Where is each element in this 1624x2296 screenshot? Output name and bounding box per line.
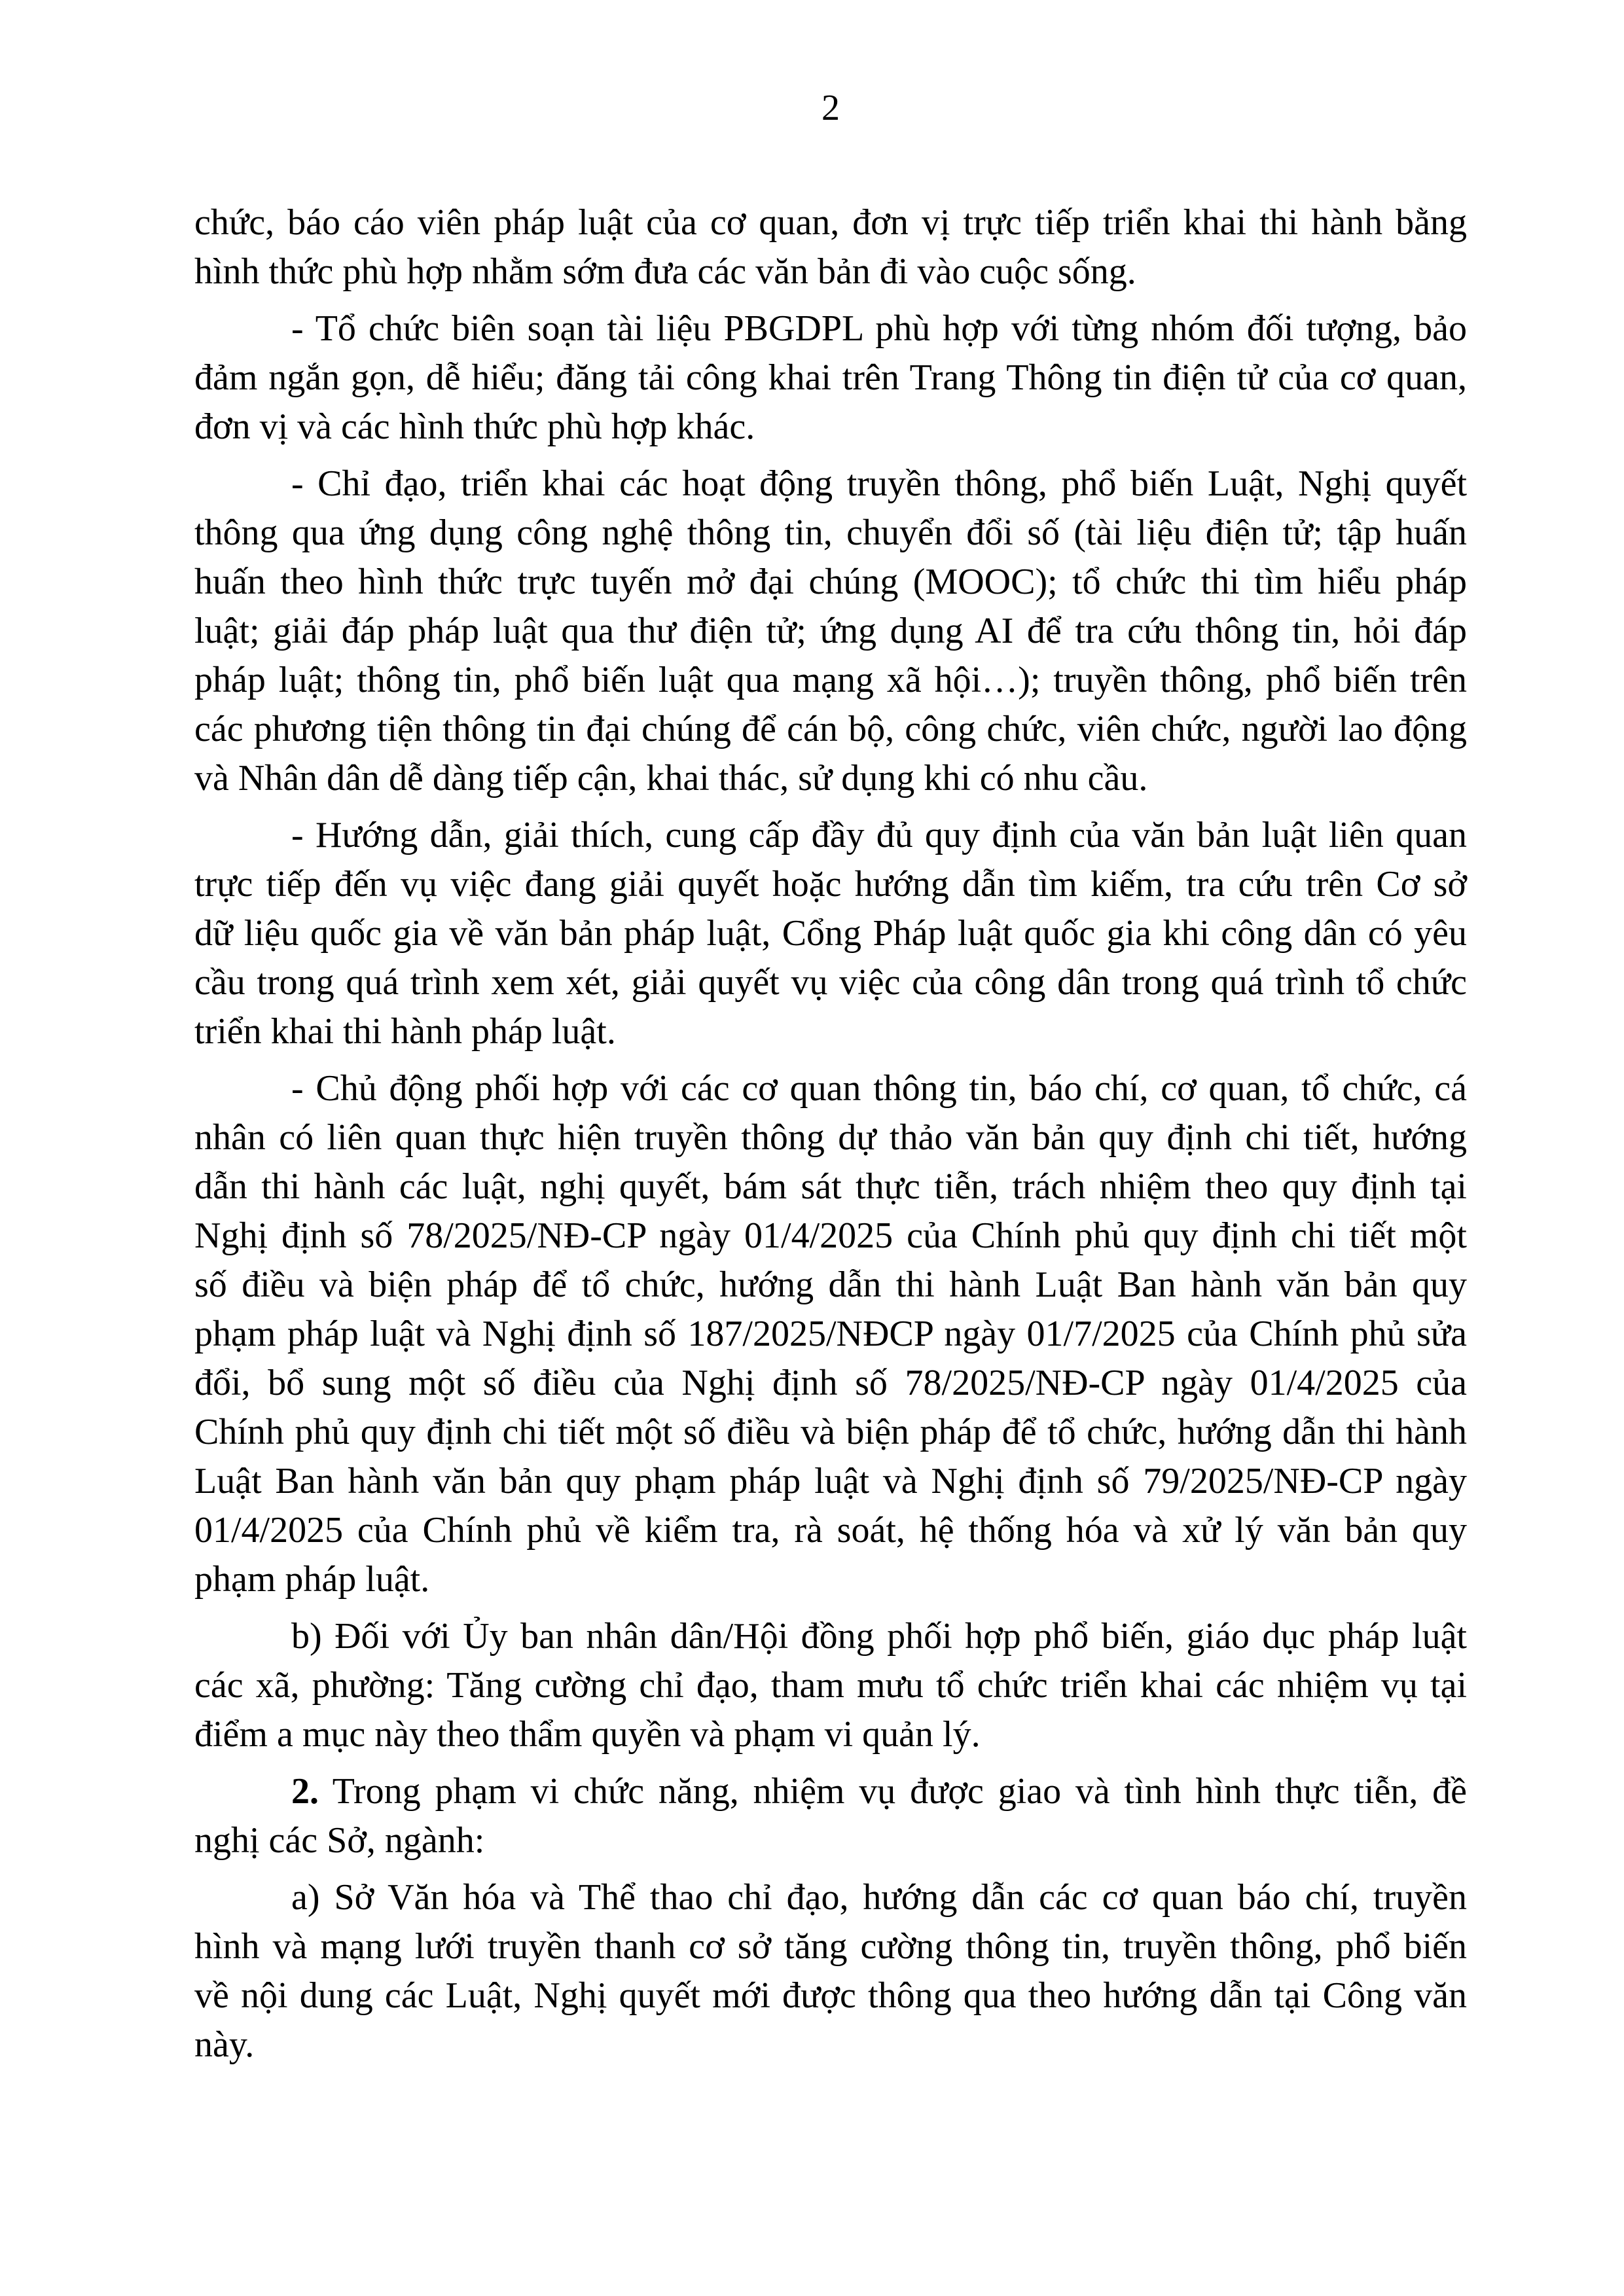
text-line: - Chỉ đạo, triển khai các hoạt động truyền thông, phổ biến Luật, Nghị quyết bbox=[291, 463, 1467, 504]
text-line: các phương tiện thông tin đại chúng để cán bộ, công chức, viên chức, người lao động bbox=[194, 709, 1467, 749]
paragraph bbox=[194, 1064, 1467, 1604]
text-line bbox=[194, 1767, 1467, 1816]
paragraph bbox=[194, 1612, 1467, 1759]
paragraph bbox=[194, 811, 1467, 1056]
paragraphs-container bbox=[194, 198, 1467, 2070]
text-line: nghị các Sở, ngành: bbox=[194, 1820, 485, 1861]
text-line: pháp luật; thông tin, phổ biến luật qua mạng xã hội…); truyền thông, phổ biến trên bbox=[194, 660, 1467, 700]
page-number: 2 bbox=[821, 88, 840, 128]
text-line: - Tổ chức biên soạn tài liệu PBGDPL phù hợp với từng nhóm đối tượng, bảo bbox=[291, 308, 1467, 349]
text-line: Nghị định số 78/2025/NĐ-CP ngày 01/4/2025 của Chính phủ quy định chi tiết một bbox=[194, 1215, 1467, 1256]
text-line: điểm a mục này theo thẩm quyền và phạm vi quản lý. bbox=[194, 1714, 981, 1755]
text-line: dẫn thi hành các luật, nghị quyết, bám sát thực tiễn, trách nhiệm theo quy định tại bbox=[194, 1166, 1467, 1207]
text-line: cầu trong quá trình xem xét, giải quyết vụ việc của công dân trong quá trình tổ chức bbox=[194, 962, 1467, 1003]
text-line: và Nhân dân dễ dàng tiếp cận, khai thác, sử dụng khi có nhu cầu. bbox=[194, 758, 1148, 798]
paragraph bbox=[194, 459, 1467, 803]
text-line: đảm ngắn gọn, dễ hiểu; đăng tải công khai trên Trang Thông tin điện tử của cơ quan, bbox=[194, 357, 1467, 398]
text-line: hình và mạng lưới truyền thanh cơ sở tăng cường thông tin, truyền thông, phổ biến bbox=[194, 1926, 1467, 1967]
text-line: huấn theo hình thức trực tuyến mở đại chúng (MOOC); tổ chức thi tìm hiểu pháp bbox=[194, 562, 1467, 602]
text-line: 01/4/2025 của Chính phủ về kiểm tra, rà soát, hệ thống hóa và xử lý văn bản quy bbox=[194, 1510, 1467, 1551]
bold-text-segment: 2. bbox=[291, 1771, 319, 1812]
paragraph bbox=[194, 198, 1467, 296]
text-line: dữ liệu quốc gia về văn bản pháp luật, Cổng Pháp luật quốc gia khi công dân có yêu bbox=[194, 913, 1467, 954]
text-line: trực tiếp đến vụ việc đang giải quyết hoặc hướng dẫn tìm kiếm, tra cứu trên Cơ sở bbox=[194, 864, 1467, 905]
text-line: hình thức phù hợp nhằm sớm đưa các văn bản đi vào cuộc sống. bbox=[194, 251, 1136, 292]
text-line: b) Đối với Ủy ban nhân dân/Hội đồng phối hợp phổ biến, giáo dục pháp luật bbox=[291, 1616, 1467, 1657]
text-line: đổi, bổ sung một số điều của Nghị định số 78/2025/NĐ-CP ngày 01/4/2025 của bbox=[194, 1363, 1467, 1403]
text-line: - Hướng dẫn, giải thích, cung cấp đầy đủ quy định của văn bản luật liên quan bbox=[291, 815, 1467, 855]
text-line: a) Sở Văn hóa và Thể thao chỉ đạo, hướng dẫn các cơ quan báo chí, truyền bbox=[291, 1877, 1467, 1918]
text-line: thông qua ứng dụng công nghệ thông tin, chuyển đổi số (tài liệu điện tử; tập huấn bbox=[194, 512, 1467, 553]
text-line: triển khai thi hành pháp luật. bbox=[194, 1011, 616, 1052]
text-line: về nội dung các Luật, Nghị quyết mới được thông qua theo hướng dẫn tại Công văn bbox=[194, 1975, 1467, 2016]
text-line: đơn vị và các hình thức phù hợp khác. bbox=[194, 406, 755, 447]
text-line: chức, báo cáo viên pháp luật của cơ quan, đơn vị trực tiếp triển khai thi hành bằng bbox=[194, 202, 1467, 243]
text-line: số điều và biện pháp để tổ chức, hướng dẫn thi hành Luật Ban hành văn bản quy bbox=[194, 1265, 1467, 1305]
text-segment: Trong phạm vi chức năng, nhiệm vụ được giao và tình hình thực tiễn, đề bbox=[319, 1771, 1467, 1812]
text-line: - Chủ động phối hợp với các cơ quan thông tin, báo chí, cơ quan, tổ chức, cá bbox=[291, 1068, 1467, 1109]
text-line: phạm pháp luật. bbox=[194, 1559, 430, 1600]
paragraph bbox=[194, 304, 1467, 452]
text-line: Luật Ban hành văn bản quy phạm pháp luật và Nghị định số 79/2025/NĐ-CP ngày bbox=[194, 1461, 1467, 1501]
paragraph bbox=[194, 1767, 1467, 1865]
text-line: Chính phủ quy định chi tiết một số điều và biện pháp để tổ chức, hướng dẫn thi hành bbox=[194, 1412, 1467, 1452]
text-line: các xã, phường: Tăng cường chỉ đạo, tham mưu tổ chức triển khai các nhiệm vụ tại bbox=[194, 1665, 1467, 1706]
page-content bbox=[0, 84, 1624, 2070]
text-line: luật; giải đáp pháp luật qua thư điện tử; ứng dụng AI để tra cứu thông tin, hỏi đáp bbox=[194, 611, 1467, 651]
text-line: này. bbox=[194, 2024, 255, 2065]
paragraph bbox=[194, 1873, 1467, 2070]
text-line: phạm pháp luật và Nghị định số 187/2025/NĐCP ngày 01/7/2025 của Chính phủ sửa bbox=[194, 1314, 1467, 1354]
text-line: nhân có liên quan thực hiện truyền thông dự thảo văn bản quy định chi tiết, hướng bbox=[194, 1117, 1467, 1158]
